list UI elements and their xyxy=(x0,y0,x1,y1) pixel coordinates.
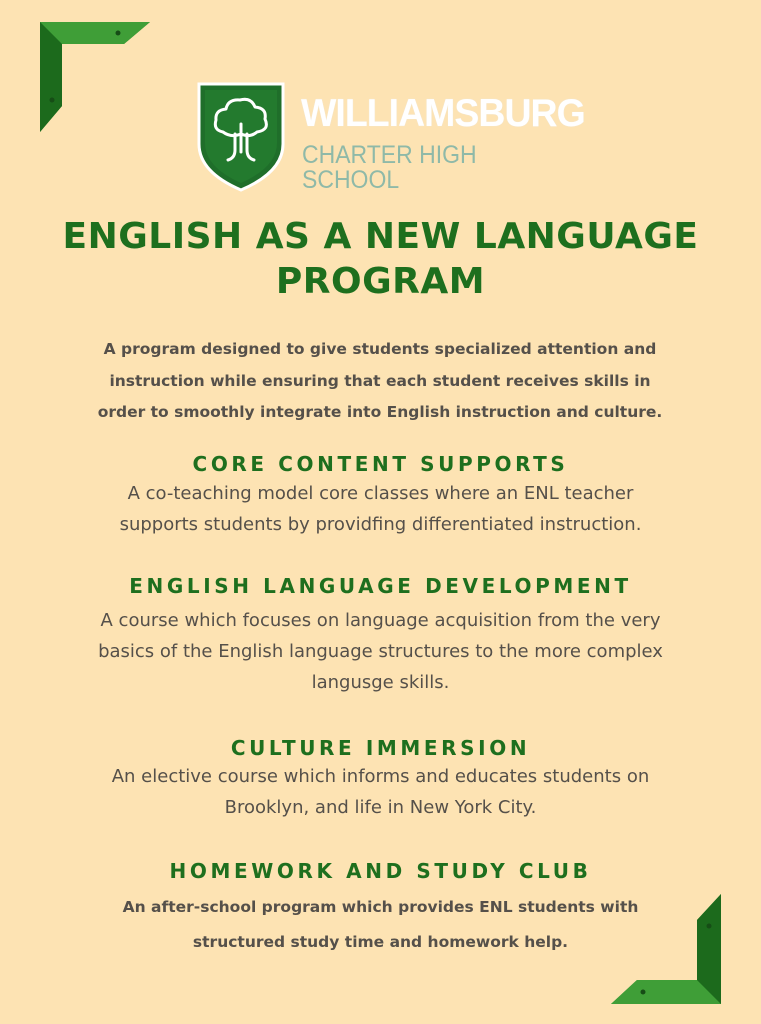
section-body-culture-immersion xyxy=(45,761,716,823)
section-body-core-content-supports xyxy=(45,478,716,540)
page-title-line-1: ENGLISH AS A NEW LANGUAGE xyxy=(62,216,699,257)
section-line: An elective course which informs and educates students on xyxy=(111,766,650,787)
section-line: A co-teaching model core classes where an ENL teacher xyxy=(127,483,634,504)
section-line: langusge skills. xyxy=(311,672,450,693)
corner-bracket-top-left xyxy=(38,20,152,134)
section-heading-culture-immersion: CULTURE IMMERSION xyxy=(230,736,531,760)
intro-line: instruction while ensuring that each student receives skills in xyxy=(109,371,651,390)
tree-shield-icon xyxy=(195,80,287,192)
logo-school-name: WILLIAMSBURG xyxy=(301,92,585,135)
page-title xyxy=(0,214,761,304)
section-line: Brooklyn, and life in New York City. xyxy=(224,797,537,818)
intro-line: order to smoothly integrate into English instruction and culture. xyxy=(97,403,663,421)
section-body-english-language-development xyxy=(45,605,716,698)
section-line: supports students by providfing differentiated instruction. xyxy=(119,514,642,535)
section-line: structured study time and homework help. xyxy=(192,933,569,951)
section-heading-core-content-supports: CORE CONTENT SUPPORTS xyxy=(192,452,569,476)
section-body-homework-and-study-club xyxy=(45,890,716,960)
logo-school-subtitle: CHARTER HIGH SCHOOL xyxy=(302,141,477,194)
section-line: basics of the English language structures to the more complex xyxy=(98,641,663,662)
section-line: An after-school program which provides ENL students with xyxy=(122,898,639,916)
school-logo xyxy=(195,80,585,194)
section-line: A course which focuses on language acquisition from the very xyxy=(100,610,661,631)
section-heading-english-language-development: ENGLISH LANGUAGE DEVELOPMENT xyxy=(129,574,632,598)
section-heading-homework-and-study-club: HOMEWORK AND STUDY CLUB xyxy=(169,859,592,883)
intro-line: A program designed to give students specialized attention and xyxy=(103,340,657,358)
page-title-line-2: PROGRAM xyxy=(275,261,486,302)
intro-paragraph xyxy=(60,334,700,429)
